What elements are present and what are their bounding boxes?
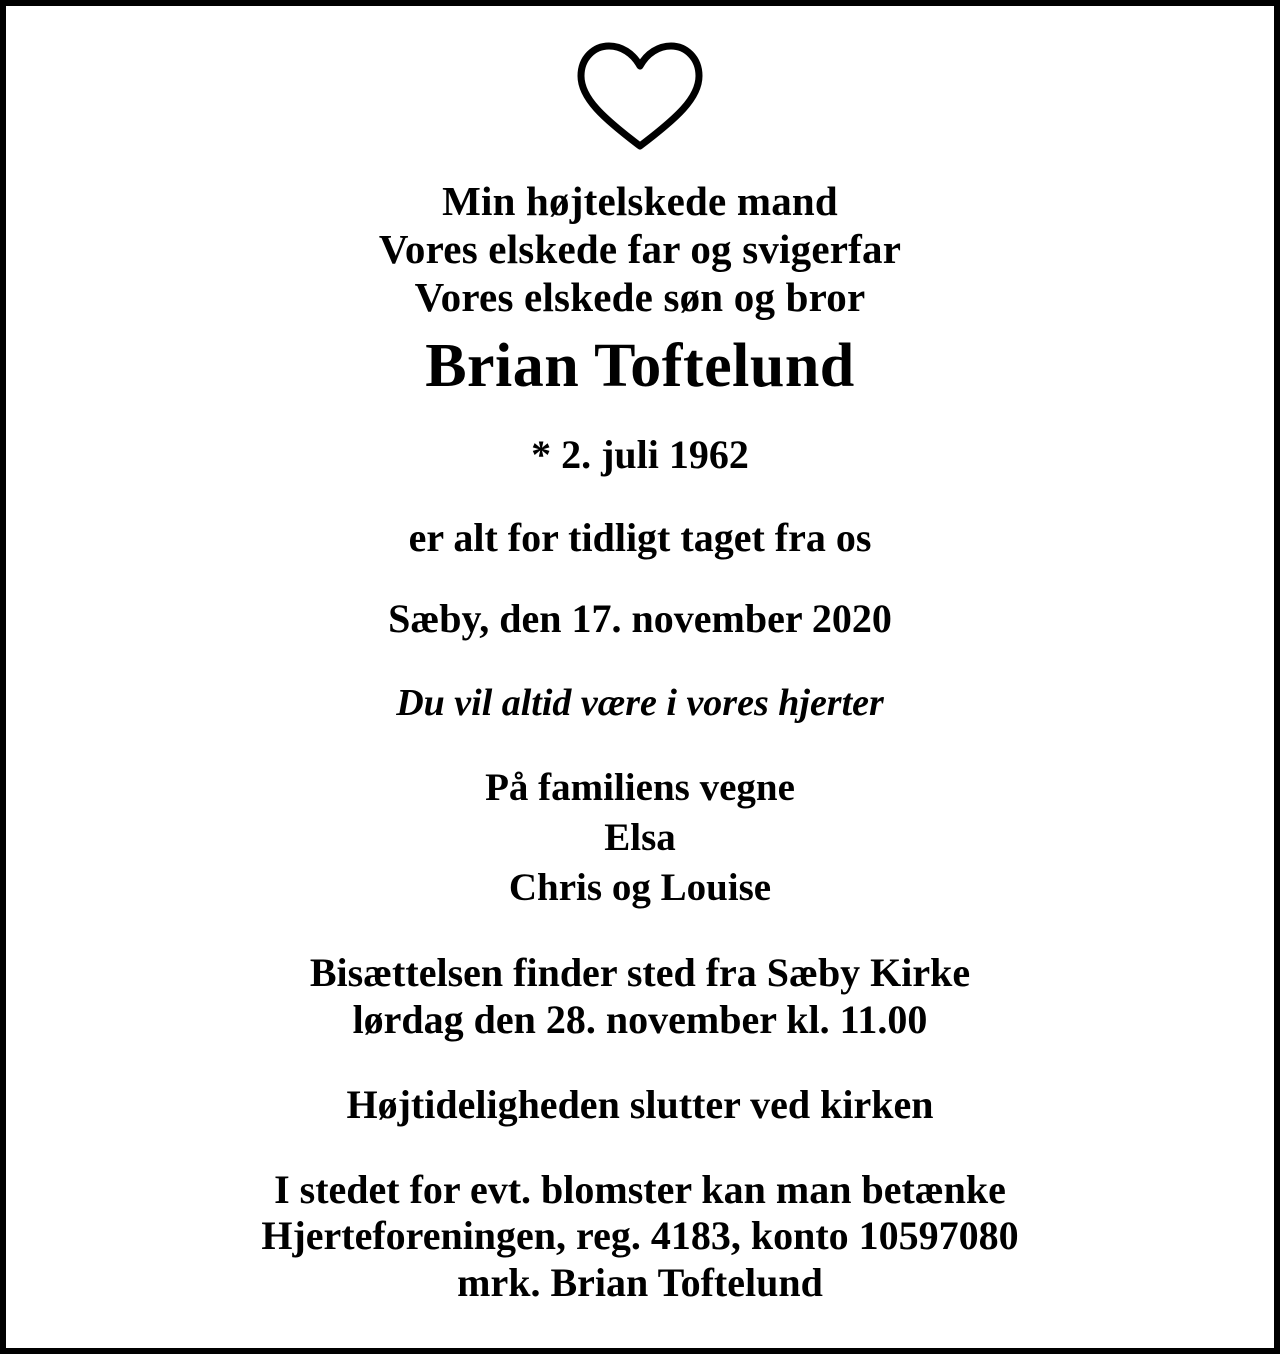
- ceremony-line-2: lørdag den 28. november kl. 11.00: [352, 996, 928, 1042]
- intro-line-2: Vores elskede far og svigerfar: [378, 225, 902, 272]
- donation-info: [66, 1167, 1214, 1307]
- birth-date: * 2. juli 1962: [531, 432, 749, 478]
- on-behalf-line: På familiens vegne: [485, 766, 795, 810]
- ceremony-end-line: Højtideligheden slutter ved kirken: [346, 1081, 934, 1127]
- deceased-name: Brian Toftelund: [425, 331, 855, 400]
- ceremony-info: [66, 950, 1214, 1044]
- donation-line-3: mrk. Brian Toftelund: [457, 1260, 823, 1306]
- taken-line: er alt for tidligt taget fra os: [408, 515, 872, 561]
- signer-2: Chris og Louise: [508, 865, 772, 909]
- ceremony-line-1: Bisættelsen finder sted fra Sæby Kirke: [309, 950, 971, 996]
- memorial-verse: Du vil altid være i vores hjerter: [396, 681, 884, 724]
- heart-icon: [575, 40, 705, 152]
- donation-line-2: Hjerteforeningen, reg. 4183, konto 10597080: [261, 1213, 1019, 1259]
- place-and-date: Sæby, den 17. november 2020: [388, 596, 892, 642]
- donation-line-1: I stedet for evt. blomster kan man betænke: [274, 1166, 1006, 1212]
- intro-line-3: Vores elskede søn og bror: [414, 273, 866, 320]
- signer-1: Elsa: [604, 815, 676, 859]
- intro-line-1: Min højtelskede mand: [442, 178, 838, 224]
